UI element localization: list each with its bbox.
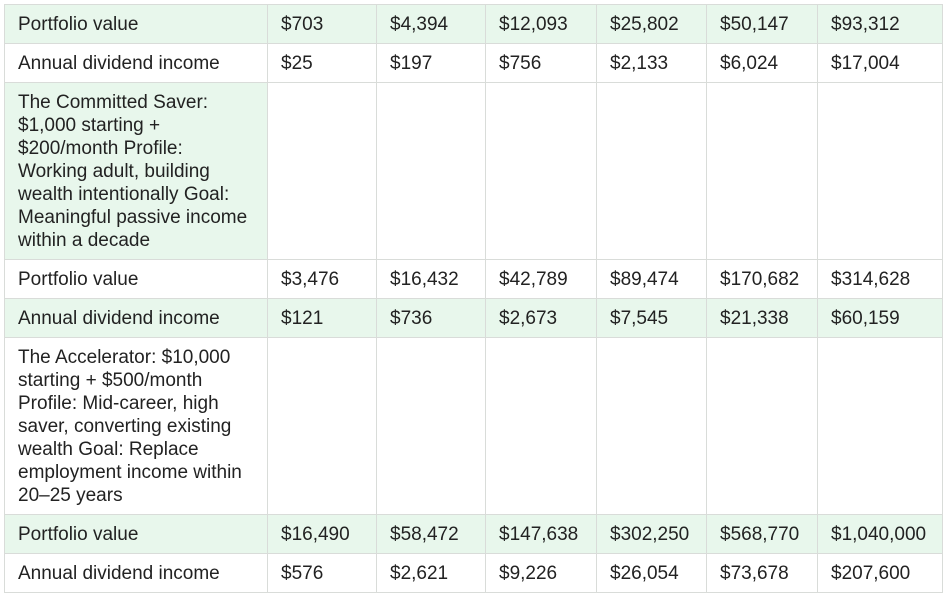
table-cell: $3,476 — [268, 260, 377, 299]
table-row-portfolio-value — [5, 515, 943, 554]
empty-cell — [268, 83, 377, 260]
table-cell: $207,600 — [818, 554, 943, 593]
table-cell: $16,490 — [268, 515, 377, 554]
row-label: Annual dividend income — [5, 44, 268, 83]
table-cell: $2,673 — [486, 299, 597, 338]
empty-cell — [486, 338, 597, 515]
table-cell: $756 — [486, 44, 597, 83]
row-label: Annual dividend income — [5, 299, 268, 338]
empty-cell — [597, 83, 707, 260]
table-cell: $9,226 — [486, 554, 597, 593]
empty-cell — [818, 338, 943, 515]
table-cell: $302,250 — [597, 515, 707, 554]
table-cell: $170,682 — [707, 260, 818, 299]
table-row-portfolio-value — [5, 260, 943, 299]
table-cell: $16,432 — [377, 260, 486, 299]
empty-cell — [268, 338, 377, 515]
table-cell: $42,789 — [486, 260, 597, 299]
table-row-annual-dividend-income — [5, 299, 943, 338]
table-cell: $736 — [377, 299, 486, 338]
table-cell: $89,474 — [597, 260, 707, 299]
table-cell: $25 — [268, 44, 377, 83]
table-cell: $17,004 — [818, 44, 943, 83]
table-cell: $7,545 — [597, 299, 707, 338]
table-cell: $21,338 — [707, 299, 818, 338]
empty-cell — [486, 83, 597, 260]
table-cell: $58,472 — [377, 515, 486, 554]
row-label: Portfolio value — [5, 515, 268, 554]
table-cell: $147,638 — [486, 515, 597, 554]
table-cell: $703 — [268, 5, 377, 44]
table-cell: $6,024 — [707, 44, 818, 83]
scenario-row — [5, 338, 943, 515]
table-row-annual-dividend-income — [5, 554, 943, 593]
table-cell: $26,054 — [597, 554, 707, 593]
table-cell: $576 — [268, 554, 377, 593]
table-cell: $12,093 — [486, 5, 597, 44]
empty-cell — [707, 83, 818, 260]
table-cell: $197 — [377, 44, 486, 83]
table-row-portfolio-value — [5, 5, 943, 44]
table-cell: $121 — [268, 299, 377, 338]
table-cell: $2,133 — [597, 44, 707, 83]
row-label: Portfolio value — [5, 260, 268, 299]
table-cell: $314,628 — [818, 260, 943, 299]
empty-cell — [377, 338, 486, 515]
table-cell: $93,312 — [818, 5, 943, 44]
table-cell: $25,802 — [597, 5, 707, 44]
table-cell: $50,147 — [707, 5, 818, 44]
table-cell: $60,159 — [818, 299, 943, 338]
row-label: Annual dividend income — [5, 554, 268, 593]
row-label: Portfolio value — [5, 5, 268, 44]
empty-cell — [377, 83, 486, 260]
table-cell: $2,621 — [377, 554, 486, 593]
scenario-description: The Committed Saver: $1,000 starting + $200/month Profile: Working adult, building wealth intentionally Goal: Meaningful passive income within a decade — [5, 83, 268, 260]
table-row-annual-dividend-income — [5, 44, 943, 83]
table-cell: $73,678 — [707, 554, 818, 593]
projection-table — [4, 4, 943, 593]
scenario-row — [5, 83, 943, 260]
empty-cell — [597, 338, 707, 515]
table-cell: $568,770 — [707, 515, 818, 554]
table-cell: $1,040,000 — [818, 515, 943, 554]
empty-cell — [707, 338, 818, 515]
table-cell: $4,394 — [377, 5, 486, 44]
empty-cell — [818, 83, 943, 260]
scenario-description: The Accelerator: $10,000 starting + $500/month Profile: Mid-career, high saver, converting existing wealth Goal: Replace employment income within 20–25 years — [5, 338, 268, 515]
